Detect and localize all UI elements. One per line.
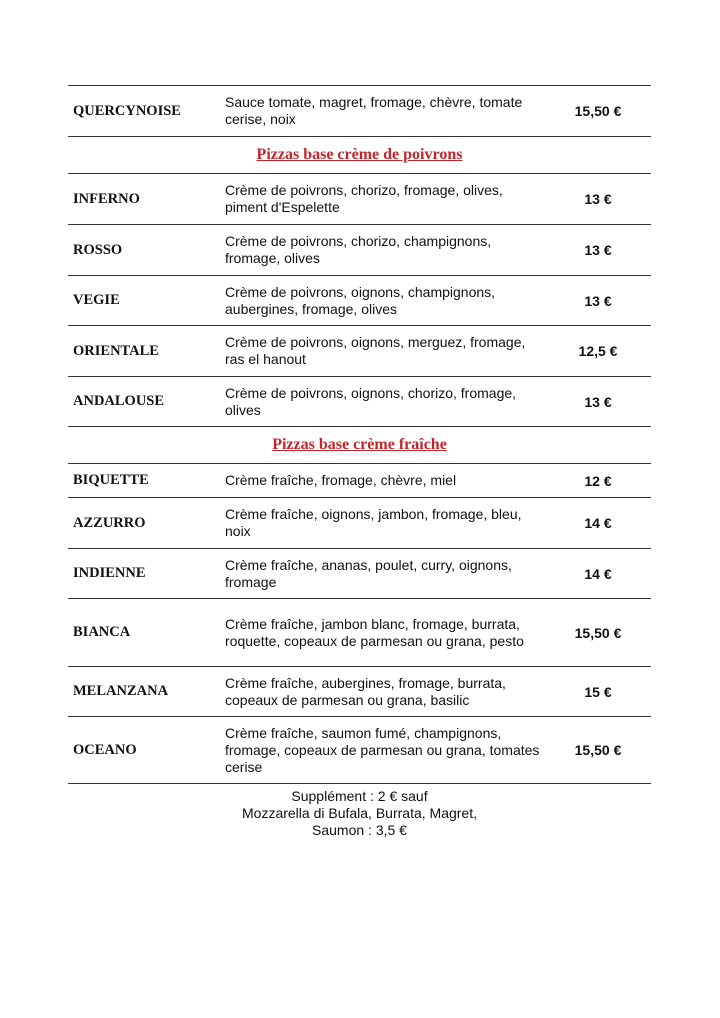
section-title: Pizzas base crème fraîche	[272, 436, 447, 453]
pizza-name: MELANZANA	[73, 683, 169, 699]
pizza-name: BIQUETTE	[73, 472, 149, 488]
menu-item-row	[68, 549, 651, 599]
section-header	[68, 137, 651, 174]
pizza-price: 15 €	[584, 683, 612, 700]
pizza-price: 13 €	[584, 292, 612, 309]
pizza-name: OCEANO	[73, 741, 137, 758]
menu-item-row	[68, 599, 651, 667]
pizza-ingredients: Crème fraîche, fromage, chèvre, miel	[225, 472, 457, 488]
supplement-note	[68, 788, 651, 839]
menu-item-row	[68, 498, 651, 549]
menu-item-row	[68, 377, 651, 427]
pizza-price: 14 €	[584, 565, 612, 582]
supplement-line-1: Supplément : 2 € sauf	[291, 788, 428, 804]
pizza-name: ANDALOUSE	[73, 393, 165, 409]
pizza-ingredients: Crème fraîche, saumon fumé, champignons, fromage, copeaux de parmesan ou grana, tomates cerise	[225, 724, 540, 775]
pizza-ingredients: Crème fraîche, aubergines, fromage, burrata, copeaux de parmesan ou grana, basilic	[225, 674, 506, 708]
pizza-ingredients: Crème de poivrons, chorizo, champignons, fromage, olives	[225, 233, 492, 266]
section-title: Pizzas base crème de poivrons	[256, 146, 463, 163]
menu-item-row	[68, 464, 651, 498]
pizza-name: INDIENNE	[73, 565, 146, 581]
pizza-ingredients: Crème fraîche, oignons, jambon, fromage, bleu, noix	[225, 506, 522, 539]
pizza-name: ROSSO	[73, 241, 123, 258]
menu-item-row	[68, 667, 651, 717]
pizza-ingredients: Crème de poivrons, oignons, merguez, fromage, ras el hanout	[225, 334, 526, 367]
pizza-ingredients: Crème de poivrons, oignons, champignons, aubergines, fromage, olives	[225, 283, 496, 317]
menu-item-row	[68, 276, 651, 326]
pizza-price: 14 €	[584, 515, 612, 531]
pizza-price: 12,5 €	[578, 343, 618, 359]
menu-table	[68, 85, 651, 784]
pizza-name: ORIENTALE	[73, 342, 159, 359]
pizza-price: 13 €	[584, 242, 612, 258]
pizza-price: 15,50 €	[574, 624, 622, 641]
pizza-price: 13 €	[584, 393, 612, 410]
section-header	[68, 427, 651, 464]
menu-item-row	[68, 225, 651, 276]
pizza-ingredients: Crème de poivrons, chorizo, fromage, olives, piment d'Espelette	[225, 182, 503, 215]
pizza-price: 12 €	[584, 472, 612, 489]
pizza-name: QUERCYNOISE	[73, 102, 181, 119]
menu-item-row	[68, 326, 651, 377]
menu-item-row	[68, 717, 651, 784]
supplement-line-3: Saumon : 3,5 €	[312, 822, 407, 838]
supplement-line-2: Mozzarella di Bufala, Burrata, Magret,	[242, 805, 477, 821]
pizza-ingredients: Sauce tomate, magret, fromage, chèvre, tomate cerise, noix	[225, 94, 523, 127]
pizza-name: INFERNO	[73, 190, 140, 207]
menu-item-row	[68, 174, 651, 225]
pizza-ingredients: Crème fraîche, ananas, poulet, curry, oignons, fromage	[225, 556, 512, 590]
pizza-name: BIANCA	[73, 624, 131, 640]
pizza-ingredients: Crème de poivrons, oignons, chorizo, fromage, olives	[225, 384, 517, 418]
pizza-price: 15,50 €	[574, 742, 622, 758]
pizza-price: 13 €	[584, 191, 612, 207]
pizza-name: AZZURRO	[73, 514, 146, 531]
menu-item-row	[68, 86, 651, 137]
pizza-price: 15,50 €	[574, 103, 622, 119]
pizza-ingredients: Crème fraîche, jambon blanc, fromage, burrata, roquette, copeaux de parmesan ou grana, pesto	[225, 615, 524, 649]
pizza-name: VEGIE	[73, 292, 120, 308]
